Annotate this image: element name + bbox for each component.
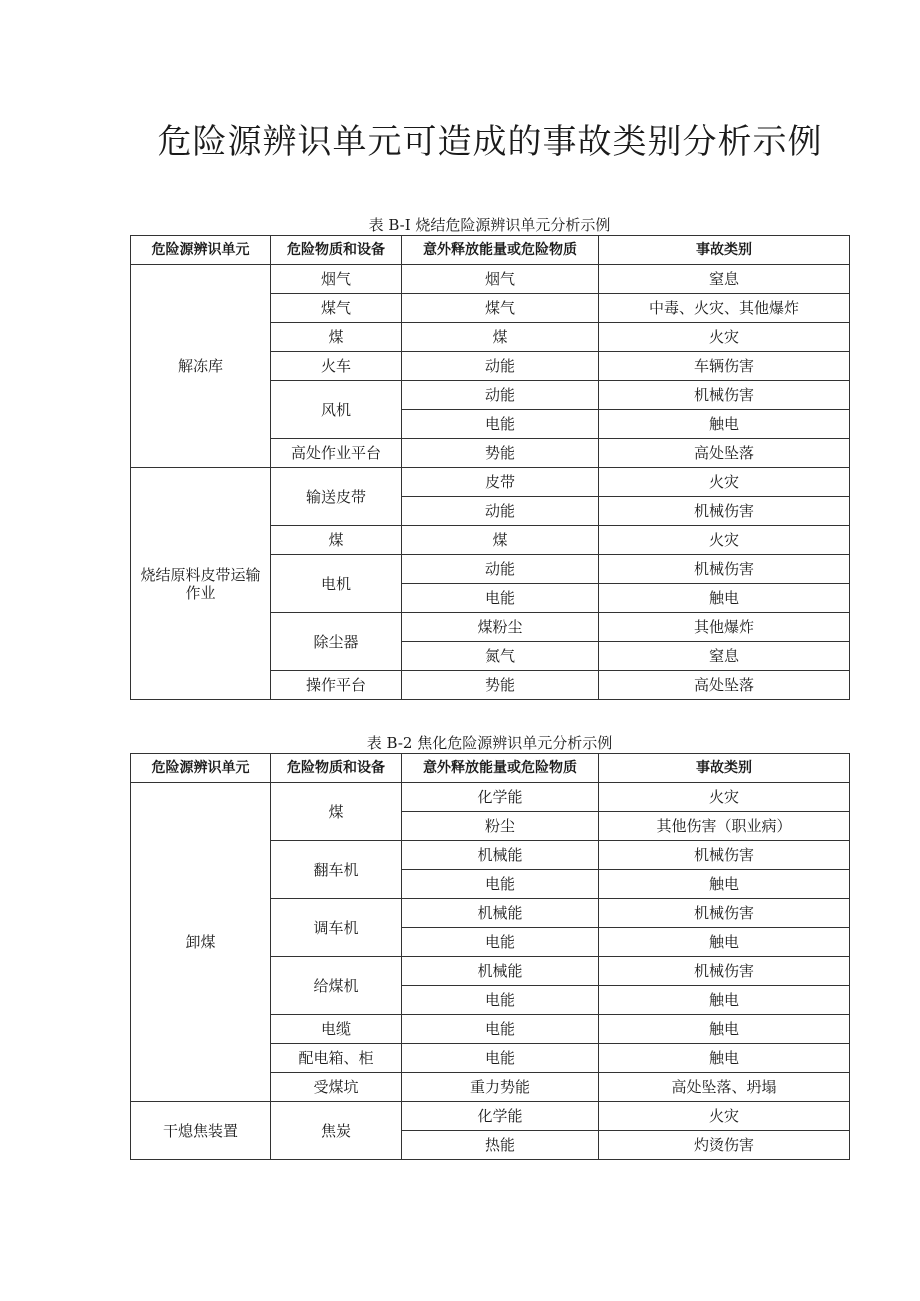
energy-cell: 电能: [402, 410, 599, 439]
energy-cell: 势能: [402, 671, 599, 700]
unit-cell: 干熄焦装置: [131, 1102, 271, 1160]
equipment-cell: 翻车机: [271, 841, 402, 899]
equipment-cell: 风机: [271, 381, 402, 439]
energy-cell: 电能: [402, 1015, 599, 1044]
accident-type-cell: 机械伤害: [599, 497, 850, 526]
energy-cell: 煤: [402, 526, 599, 555]
table-header-row: [131, 754, 850, 783]
equipment-cell: 焦炭: [271, 1102, 402, 1160]
header-equipment: 危险物质和设备: [271, 236, 402, 265]
header-unit: 危险源辨识单元: [131, 236, 271, 265]
energy-cell: 电能: [402, 584, 599, 613]
accident-type-cell: 触电: [599, 1015, 850, 1044]
equipment-cell: 除尘器: [271, 613, 402, 671]
energy-cell: 电能: [402, 1044, 599, 1073]
table-row: [131, 265, 850, 294]
accident-type-cell: 触电: [599, 870, 850, 899]
energy-cell: 机械能: [402, 841, 599, 870]
equipment-cell: 配电箱、柜: [271, 1044, 402, 1073]
accident-type-cell: 机械伤害: [599, 841, 850, 870]
equipment-cell: 操作平台: [271, 671, 402, 700]
unit-cell: 烧结原料皮带运输作业: [131, 468, 271, 700]
accident-type-cell: 机械伤害: [599, 555, 850, 584]
equipment-cell: 调车机: [271, 899, 402, 957]
accident-type-cell: 窒息: [599, 642, 850, 671]
accident-type-cell: 高处坠落: [599, 671, 850, 700]
equipment-cell: 电机: [271, 555, 402, 613]
accident-type-cell: 火灾: [599, 783, 850, 812]
equipment-cell: 受煤坑: [271, 1073, 402, 1102]
header-equipment: 危险物质和设备: [271, 754, 402, 783]
table-row: [131, 1102, 850, 1131]
accident-type-cell: 机械伤害: [599, 957, 850, 986]
header-energy: 意外释放能量或危险物质: [402, 236, 599, 265]
page-title: 危险源辨识单元可造成的事故类别分析示例: [157, 122, 823, 162]
energy-cell: 皮带: [402, 468, 599, 497]
table-row: [131, 468, 850, 497]
energy-cell: 势能: [402, 439, 599, 468]
energy-cell: 烟气: [402, 265, 599, 294]
accident-type-cell: 机械伤害: [599, 381, 850, 410]
equipment-cell: 高处作业平台: [271, 439, 402, 468]
energy-cell: 动能: [402, 352, 599, 381]
equipment-cell: 烟气: [271, 265, 402, 294]
accident-type-cell: 触电: [599, 986, 850, 1015]
header-unit: 危险源辨识单元: [131, 754, 271, 783]
equipment-cell: 输送皮带: [271, 468, 402, 526]
accident-type-cell: 其他伤害（职业病）: [599, 812, 850, 841]
energy-cell: 煤: [402, 323, 599, 352]
accident-type-cell: 火灾: [599, 323, 850, 352]
equipment-cell: 煤: [271, 783, 402, 841]
energy-cell: 机械能: [402, 899, 599, 928]
accident-type-cell: 火灾: [599, 526, 850, 555]
table2: [130, 753, 850, 1160]
equipment-cell: 火车: [271, 352, 402, 381]
accident-type-cell: 触电: [599, 584, 850, 613]
equipment-cell: 煤气: [271, 294, 402, 323]
accident-type-cell: 触电: [599, 410, 850, 439]
energy-cell: 煤粉尘: [402, 613, 599, 642]
energy-cell: 动能: [402, 497, 599, 526]
energy-cell: 化学能: [402, 1102, 599, 1131]
energy-cell: 重力势能: [402, 1073, 599, 1102]
accident-type-cell: 火灾: [599, 1102, 850, 1131]
table2-caption: 表 B-2 焦化危险源辨识单元分析示例: [366, 734, 613, 752]
equipment-cell: 煤: [271, 526, 402, 555]
table1: [130, 235, 850, 700]
energy-cell: 电能: [402, 928, 599, 957]
accident-type-cell: 机械伤害: [599, 899, 850, 928]
accident-type-cell: 高处坠落、坍塌: [599, 1073, 850, 1102]
accident-type-cell: 其他爆炸: [599, 613, 850, 642]
table1-caption: 表 B-I 烧结危险源辨识单元分析示例: [368, 216, 611, 234]
table-header-row: [131, 236, 850, 265]
accident-type-cell: 触电: [599, 928, 850, 957]
table-row: [131, 783, 850, 812]
energy-cell: 机械能: [402, 957, 599, 986]
accident-type-cell: 灼烫伤害: [599, 1131, 850, 1160]
energy-cell: 化学能: [402, 783, 599, 812]
accident-type-cell: 高处坠落: [599, 439, 850, 468]
unit-cell: 卸煤: [131, 783, 271, 1102]
accident-type-cell: 车辆伤害: [599, 352, 850, 381]
header-energy: 意外释放能量或危险物质: [402, 754, 599, 783]
energy-cell: 动能: [402, 381, 599, 410]
equipment-cell: 给煤机: [271, 957, 402, 1015]
energy-cell: 氮气: [402, 642, 599, 671]
equipment-cell: 电缆: [271, 1015, 402, 1044]
equipment-cell: 煤: [271, 323, 402, 352]
energy-cell: 粉尘: [402, 812, 599, 841]
energy-cell: 煤气: [402, 294, 599, 323]
energy-cell: 热能: [402, 1131, 599, 1160]
accident-type-cell: 窒息: [599, 265, 850, 294]
accident-type-cell: 触电: [599, 1044, 850, 1073]
header-accident-type: 事故类别: [599, 754, 850, 783]
header-accident-type: 事故类别: [599, 236, 850, 265]
accident-type-cell: 火灾: [599, 468, 850, 497]
energy-cell: 电能: [402, 870, 599, 899]
accident-type-cell: 中毒、火灾、其他爆炸: [599, 294, 850, 323]
unit-cell: 解冻库: [131, 265, 271, 468]
energy-cell: 动能: [402, 555, 599, 584]
energy-cell: 电能: [402, 986, 599, 1015]
